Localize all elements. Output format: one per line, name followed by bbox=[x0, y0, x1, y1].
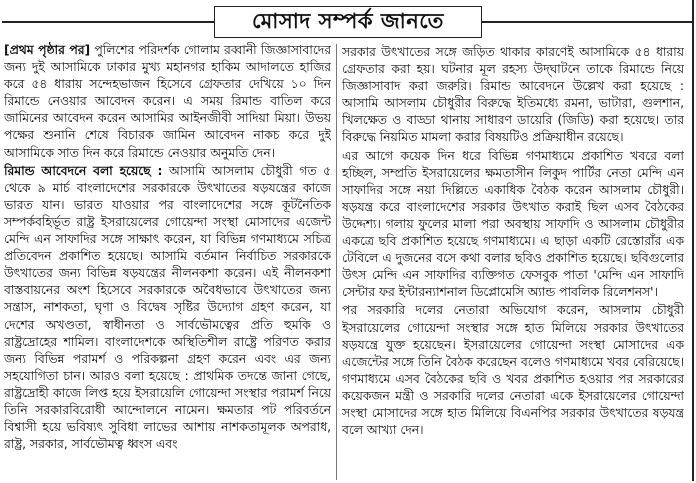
right-paragraph-1: সরকার উৎখাতের সঙ্গে জড়িত থাকার কারণেই আসামিকে ৫৪ ধারায় গ্রেফতার করা হয়। ঘটনার মূল রহস্য উদ্‌ঘাটনে তাকে রিমান্ডে নিয়ে জিজ্ঞাসাবাদ করা জরুরি। রিমান্ড আবেদনে উল্লেখ করা হয়েছে : আসামি আসলাম চৌধুরীর বিরুদ্ধে ইতিমধ্যে রমনা, ভাটারা, গুলশান, খিলক্ষেত ও বাড্ডা থানায় সাধারণ ডায়েরি (জিডি) করা হয়েছে। তার বিরুদ্ধে নিয়মিত মামলা করার বিষয়টিও প্রক্রিয়াধীন রয়েছে। bbox=[342, 45, 684, 145]
left-column bbox=[4, 42, 331, 482]
column-divider bbox=[336, 44, 337, 480]
right-paragraph-2: এর আগে কয়েক দিন ধরে বিভিন্ন গণমাধ্যমে প্রকাশিত খবরে বলা হচ্ছিল, সম্প্রতি ইসরায়েলের ক্ষমতাসীন লিকুদ পার্টির নেতা মেন্দি এন সাফাদির সঙ্গে নয়া দিল্লিতে একাধিক বৈঠক করেন আসলাম চৌধুরী। ষড়যন্ত্র করে বাংলাদেশের সরকার উৎখাত করাই ছিল এসব বৈঠকের উদ্দেশ্য। গলায় ফুলের মালা পরা অবস্থায় সাফাদি ও আসলাম চৌধুরীর একত্রে ছবি প্রকাশিত হয়েছে গণমাধ্যমে। এ ছাড়া একটি রেস্তোরাঁর এক টেবিলে এ দুজনের বসে কথা বলার ছবিও প্রকাশিত হয়েছে। ছবিগুলোর উৎস মেন্দি এন সাফাদির ব্যক্তিগত ফেসবুক পাতা 'মেন্দি এন সাফাদি সেন্টার ফর ইন্টারন্যাশনাল ডিপ্লোমেসি অ্যান্ড পাবলিক রিলেশনস'। bbox=[342, 148, 684, 300]
paragraph-text: পুলিশের পরিদর্শক গোলাম রব্বানী জিজ্ঞাসাবাদের জন্য দুই আসামিকে ঢাকার মুখ্য মহানগর হাকিম আদালতে হাজির করে ৫৪ ধারায় সন্দেহভাজন হিসেবে গ্রেফতার দেখিয়ে ১০ দিন রিমান্ডে নেওয়ার আবেদন করেন। এ সময় রিমান্ড বাতিল করে জামিনের আবেদন করেন আসামির আইনজীবী সাদিয়া মিয়া। উভয় পক্ষের শুনানি শেষে বিচারক জামিন আবেদন নাকচ করে দুই আসামিকে সাত দিন করে রিমান্ডে নেওয়ার অনুমতি দেন। bbox=[4, 43, 331, 160]
headline-rule-right bbox=[482, 21, 692, 23]
headline-box bbox=[0, 6, 696, 38]
left-paragraph-1 bbox=[4, 42, 331, 162]
continued-from-front-page: [প্রথম পৃষ্ঠার পর] bbox=[4, 43, 91, 57]
paragraph-text: আসামি আসলাম চৌধুরী গত ৫ থেকে ৯ মার্চ বাংলাদেশের সরকারকে উৎখাতের ষড়যন্ত্রের কাজে ভারত যান। ভারত যাওয়ার পর বাংলাদেশের সঙ্গে কূটনৈতিক সম্পর্কবহির্ভূত রাষ্ট্র ইসরায়েলের গোয়েন্দা সংস্থা মোসাদের এজেন্ট মেন্দি এন সাফাদির সঙ্গে সাক্ষাৎ করেন, যা বিভিন্ন গণমাধ্যমে সচিত্র প্রতিবেদন প্রকাশিত হয়েছে। আসামি বর্তমান নির্বাচিত সরকারকে উৎখাতের জন্য বিভিন্ন ষড়যন্ত্রের নীলনকশা করেন। এই নীলনকশা বাস্তবায়নের অংশ হিসেবে সরকারকে অবৈধভাবে উৎখাতের জন্য সন্ত্রাস, নাশকতা, ঘৃণা ও বিদ্বেষ সৃষ্টির উদ্যোগ গ্রহণ করেন, যা দেশের অখণ্ডতা, স্বাধীনতা ও সার্বভৌমত্বের প্রতি হুমকি ও রাষ্ট্রদ্রোহের শামিল। বাংলাদেশকে অস্থিতিশীল রাষ্ট্রে পরিণত করার জন্য বিভিন্ন পরামর্শ ও পরিকল্পনা গ্রহণ করেন এবং এর জন্য সহযোগিতা চান। আরও বলা হয়েছে : প্রাথমিক তদন্তে জানা গেছে, রাষ্ট্রদ্রোহী কাজে লিপ্ত হয়ে ইসরায়েলি গোয়েন্দা সংস্থার পরামর্শ নিয়ে তিনি সরকারবিরোধী আন্দোলনে নামেন। ক্ষমতার পট পরিবর্তনে বিশ্বাসী হয়ে ভবিষ্যৎ সুবিধা লাভের আশায় নাশকতামূলক অপরাধ, রাষ্ট্র, সরকার, সার্বভৌমত্ব ধ্বংস এবং bbox=[4, 163, 331, 452]
remand-subhead: রিমান্ড আবেদনে বলা হয়েছে : bbox=[4, 163, 163, 178]
headline-rule-left bbox=[2, 21, 214, 23]
left-paragraph-2 bbox=[4, 163, 331, 454]
headline: মোসাদ সম্পর্ক জানতে bbox=[214, 6, 482, 38]
right-column bbox=[342, 44, 684, 482]
right-paragraph-3: পর সরকারি দলের নেতারা অভিযোগ করেন, আসলাম চৌধুরী ইসরায়েলের গোয়েন্দা সংস্থার সঙ্গে হাত মিলিয়ে সরকার উৎখাতের ষড়যন্ত্রে যুক্ত হয়েছেন। ইসরায়েলের গোয়েন্দা সংস্থা মোসাদের এক এজেন্টের সঙ্গে তিনি বৈঠক করেছেন বলেও গণমাধ্যমে খবর বেরিয়েছে। গণমাধ্যমে এসব বৈঠকের ছবি ও খবর প্রকাশিত হওয়ার পর সরকারের কয়েকজন মন্ত্রী ও সরকারি দলের নেতারা একে ইসরায়েলের গোয়েন্দা সংস্থা মোসাদের সঙ্গে হাত মিলিয়ে বিএনপির সরকার উৎখাতের ষড়যন্ত্র বলে আখ্যা দেন। bbox=[342, 303, 684, 438]
